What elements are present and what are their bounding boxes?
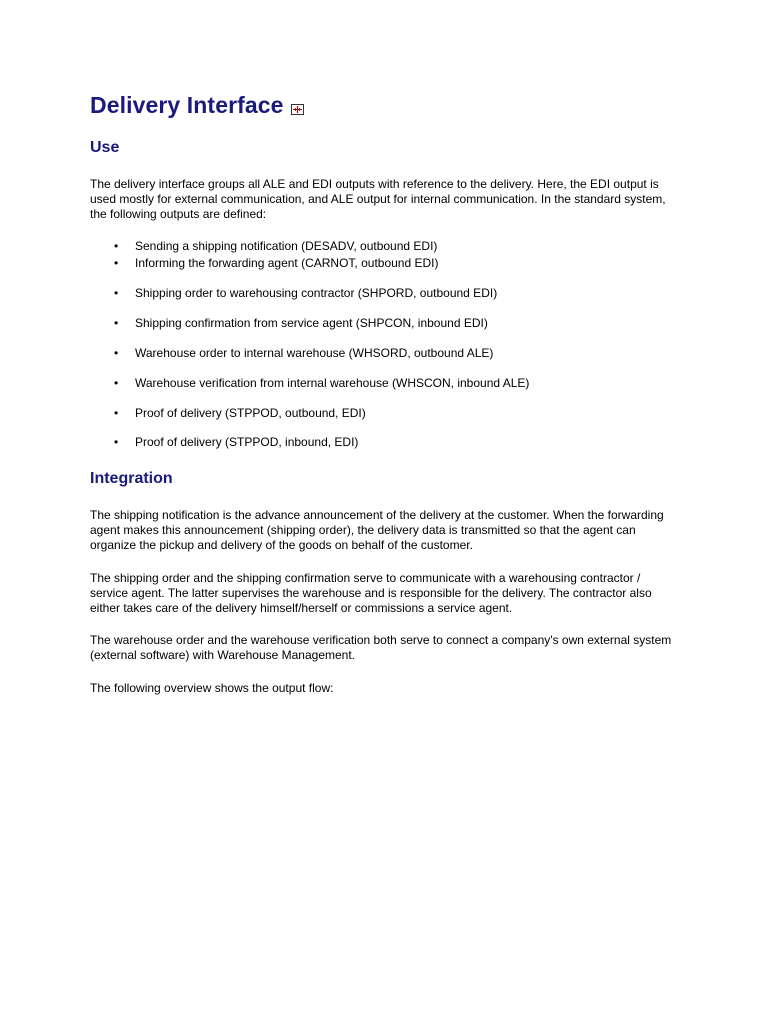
list-item-text: Informing the forwarding agent (CARNOT, outbound EDI) [135,256,439,270]
bullet-icon: • [114,286,119,300]
integration-paragraph: The shipping notification is the advance announcement of the delivery at the customer. When the forwarding agent makes this announcement (shipping order), the delivery data is transmitted so that the agent can organize the pickup and delivery of the goods on behalf of the customer. [90,508,664,552]
list-item [90,406,529,421]
bullet-icon: • [114,256,119,270]
list-item-text: Warehouse verification from internal warehouse (WHSCON, inbound ALE) [135,376,530,390]
bullet-icon: • [114,316,119,330]
integration-paragraph: The following overview shows the output flow: [90,681,334,695]
section-heading-use: Use [90,139,120,156]
list-item-text: Proof of delivery (STPPOD, outbound, EDI) [135,406,366,420]
bullet-icon: • [114,239,119,253]
list-item [90,286,529,301]
bullet-icon: • [114,346,119,360]
list-item-text: Shipping order to warehousing contractor (SHPORD, outbound EDI) [135,286,498,300]
list-item [90,376,529,391]
integration-paragraph: The warehouse order and the warehouse verification both serve to connect a company's own external system (external software) with Warehouse Management. [90,633,672,662]
bullet-icon: • [114,406,119,420]
list-item [90,239,529,254]
section-heading-integration: Integration [90,470,173,487]
use-paragraph: The delivery interface groups all ALE and EDI outputs with reference to the delivery. Here, the EDI output is used mostly for external communication, and ALE output for internal communication. In the standard system, the following outputs are defined: [90,177,666,221]
integration-paragraph: The shipping order and the shipping confirmation serve to communicate with a warehousing contractor / service agent. The latter supervises the warehouse and is responsible for the delivery. The contractor also either takes care of the delivery himself/herself or commissions a service agent. [90,571,652,615]
list-item [90,256,529,271]
list-item [90,346,529,361]
bullet-icon: • [114,376,119,390]
page-title: Delivery Interface [90,92,284,118]
list-item-text: Shipping confirmation from service agent (SHPCON, inbound EDI) [135,316,488,330]
title-row [90,92,304,119]
list-item-text: Warehouse order to internal warehouse (WHSORD, outbound ALE) [135,346,494,360]
expand-icon[interactable] [291,102,304,113]
outputs-list [90,239,529,450]
list-item-text: Sending a shipping notification (DESADV, outbound EDI) [135,239,438,253]
list-item [90,316,529,331]
list-item-text: Proof of delivery (STPPOD, inbound, EDI) [135,435,359,449]
list-item [90,435,529,450]
bullet-icon: • [114,435,119,449]
